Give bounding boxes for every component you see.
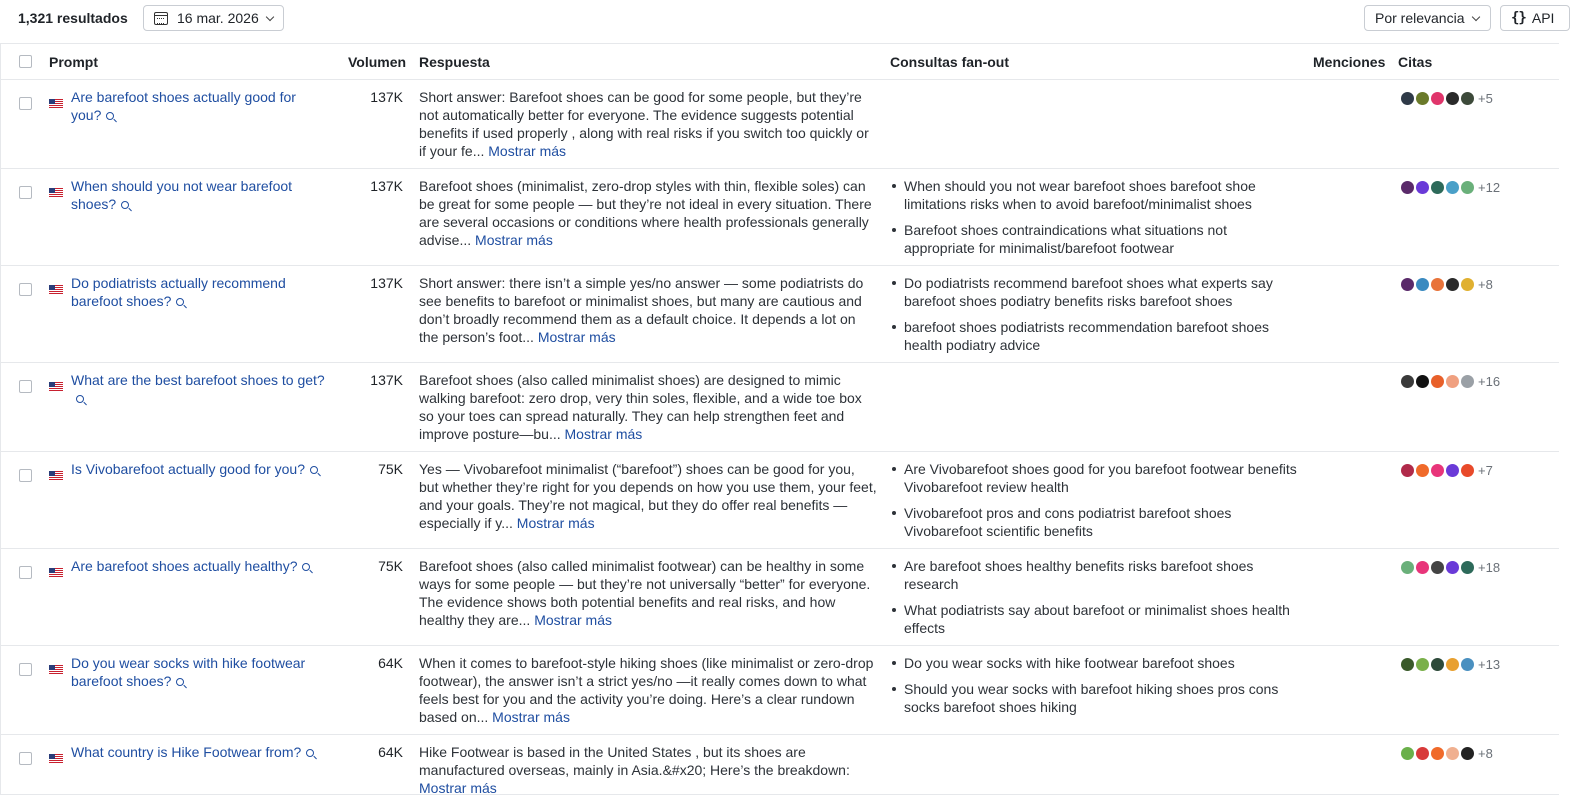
citation-source-icon[interactable] [1431, 747, 1444, 760]
citation-source-icon[interactable] [1461, 92, 1474, 105]
citations-list [1401, 373, 1500, 389]
table-body [1, 80, 1559, 795]
prompt-link[interactable] [71, 274, 329, 310]
response-preview [419, 460, 877, 532]
citation-source-icon[interactable] [1446, 375, 1459, 388]
citations-more-count[interactable]: +12 [1478, 179, 1501, 195]
response-preview [419, 557, 877, 629]
citations-list [1401, 462, 1493, 478]
citation-source-icon[interactable] [1461, 561, 1474, 574]
row-checkbox[interactable] [19, 469, 32, 482]
prompt-text: What are the best barefoot shoes to get? [71, 372, 325, 388]
us-flag-icon [49, 99, 63, 108]
response-text: Barefoot shoes (also called minimalist footwear) can be healthy in some ways for some people — but they’re not universally “better” for everyone. The evidence shows both potential benefits and real risks, and how healthy they are... [419, 558, 871, 628]
date-label: 16 mar. 2026 [177, 10, 259, 26]
citations-list [1401, 276, 1493, 292]
prompt-text: Are barefoot shoes actually healthy? [71, 558, 298, 574]
fanout-query: Do podiatrists recommend barefoot shoes what experts say barefoot shoes podiatry benefits risks barefoot shoes [890, 274, 1300, 310]
citation-source-icon[interactable] [1401, 658, 1414, 671]
citation-source-icon[interactable] [1446, 561, 1459, 574]
calendar-icon [154, 12, 168, 25]
us-flag-icon [49, 188, 63, 197]
column-header-mentions[interactable]: Menciones [1313, 54, 1386, 70]
row-checkbox[interactable] [19, 752, 32, 765]
citation-source-icon[interactable] [1446, 181, 1459, 194]
response-preview [419, 274, 877, 346]
citation-source-icon[interactable] [1446, 92, 1459, 105]
citation-source-icon[interactable] [1401, 92, 1414, 105]
response-text: Yes — Vivobarefoot minimalist (“barefoot”) shoes can be good for you, but whether they’re right for you depends on how you use them, your feet, and your goals. They’re not magical, but they do offer real benefits — especially if y... [419, 461, 877, 531]
toolbar [0, 0, 1559, 42]
row-checkbox[interactable] [19, 186, 32, 199]
prompt-text: Do you wear socks with hike footwear barefoot shoes? [71, 655, 306, 689]
response-text: Barefoot shoes (also called minimalist shoes) are designed to mimic walking barefoot: zero drop, very thin soles, flexible, and a wide toe box so your toes can spread naturally. They can help strengthen feet and improve posture—bu... [419, 372, 862, 442]
citation-source-icon[interactable] [1416, 747, 1429, 760]
citations-more-count[interactable]: +8 [1478, 745, 1493, 761]
citation-source-icon[interactable] [1401, 747, 1414, 760]
citation-source-icon[interactable] [1461, 278, 1474, 291]
citation-source-icon[interactable] [1416, 658, 1429, 671]
response-preview [419, 371, 877, 443]
us-flag-icon [49, 568, 63, 577]
table-row [1, 452, 1559, 549]
response-preview [419, 743, 877, 797]
us-flag-icon [49, 382, 63, 391]
citations-list [1401, 90, 1493, 106]
show-more-link[interactable]: Mostrar más [419, 780, 497, 796]
citation-source-icon[interactable] [1461, 375, 1474, 388]
citations-more-count[interactable]: +16 [1478, 373, 1501, 389]
citations-more-count[interactable]: +18 [1478, 559, 1501, 575]
citation-source-icon[interactable] [1446, 278, 1459, 291]
citations-more-count[interactable]: +7 [1478, 462, 1493, 478]
citation-source-icon[interactable] [1416, 464, 1429, 477]
prompt-link[interactable] [71, 177, 329, 213]
search-icon[interactable] [176, 298, 184, 306]
prompt-text: Are barefoot shoes actually good for you? [71, 89, 296, 123]
prompt-link[interactable] [71, 557, 329, 575]
volume-value: 64K [378, 655, 403, 671]
citation-source-icon[interactable] [1461, 181, 1474, 194]
table-row [1, 363, 1559, 452]
search-icon[interactable] [76, 395, 84, 403]
us-flag-icon [49, 285, 63, 294]
prompt-text: Do podiatrists actually recommend barefoot shoes? [71, 275, 286, 309]
citations-list [1401, 745, 1493, 761]
volume-value: 137K [370, 178, 403, 194]
prompt-link[interactable] [71, 460, 329, 478]
row-checkbox[interactable] [19, 380, 32, 393]
show-more-link[interactable]: Mostrar más [537, 329, 616, 345]
citation-source-icon[interactable] [1416, 278, 1429, 291]
show-more-link[interactable]: Mostrar más [516, 515, 595, 531]
sort-dropdown[interactable] [1364, 5, 1491, 31]
citation-source-icon[interactable] [1461, 464, 1474, 477]
fanout-query: What podiatrists say about barefoot or minimalist shoes health effects [890, 601, 1300, 637]
search-icon[interactable] [121, 201, 129, 209]
show-more-link[interactable]: Mostrar más [488, 143, 567, 159]
column-header-fanout: Consultas fan-out [890, 54, 1009, 70]
citation-source-icon[interactable] [1431, 375, 1444, 388]
citation-source-icon[interactable] [1431, 92, 1444, 105]
citation-source-icon[interactable] [1401, 181, 1414, 194]
row-checkbox[interactable] [19, 663, 32, 676]
response-text: When it comes to barefoot-style hiking shoes (like minimalist or zero-drop footwear), the answer isn’t a strict yes/no —it really comes down to what feels best for you and the activity you’re doing. Here’s a clear rundown based on... [419, 655, 874, 725]
search-icon[interactable] [306, 749, 314, 757]
search-icon[interactable] [176, 678, 184, 686]
citation-source-icon[interactable] [1416, 92, 1429, 105]
chevron-down-icon [265, 12, 273, 20]
column-header-response: Respuesta [419, 54, 490, 70]
prompt-link[interactable] [71, 88, 329, 124]
citation-source-icon[interactable] [1431, 181, 1444, 194]
citation-source-icon[interactable] [1461, 658, 1474, 671]
prompt-link[interactable] [71, 371, 329, 407]
table-row [1, 549, 1559, 646]
search-icon[interactable] [302, 563, 310, 571]
citation-source-icon[interactable] [1431, 658, 1444, 671]
braces-icon: {} [1511, 10, 1526, 26]
results-table [0, 43, 1559, 795]
citation-source-icon[interactable] [1431, 278, 1444, 291]
prompt-text: When should you not wear barefoot shoes? [71, 178, 293, 212]
show-more-link[interactable]: Mostrar más [475, 232, 553, 248]
prompt-text: What country is Hike Footwear from? [71, 744, 302, 760]
search-icon[interactable] [106, 112, 114, 120]
show-more-link[interactable]: Mostrar más [534, 612, 612, 628]
api-button[interactable] [1500, 5, 1570, 31]
table-header [1, 44, 1559, 80]
table-row [1, 735, 1559, 795]
column-header-citations[interactable]: Citas [1398, 54, 1433, 70]
table-row [1, 646, 1559, 735]
fanout-query: Vivobarefoot pros and cons podiatrist barefoot shoes Vivobarefoot scientific benefits [890, 504, 1300, 540]
column-header-volume[interactable]: Volumen [348, 54, 407, 70]
citations-list [1401, 559, 1500, 575]
response-text: Hike Footwear is based in the United States , but its shoes are manufactured overseas, mainly in Asia.&#x20; Here’s the breakdown: [419, 744, 850, 778]
results-count: 1,321 resultados [18, 10, 128, 26]
fanout-list [890, 557, 1300, 645]
citation-source-icon[interactable] [1446, 658, 1459, 671]
row-checkbox[interactable] [19, 97, 32, 110]
prompt-link[interactable] [71, 654, 329, 690]
search-icon[interactable] [310, 466, 318, 474]
fanout-query: When should you not wear barefoot shoes barefoot shoe limitations risks when to avoid barefoot/minimalist shoes [890, 177, 1300, 213]
response-preview [419, 654, 877, 726]
select-all-checkbox[interactable] [19, 55, 32, 68]
citations-list [1401, 656, 1500, 672]
fanout-list [890, 654, 1300, 724]
citation-source-icon[interactable] [1401, 278, 1414, 291]
citation-source-icon[interactable] [1461, 747, 1474, 760]
us-flag-icon [49, 754, 63, 763]
us-flag-icon [49, 665, 63, 674]
citation-source-icon[interactable] [1431, 561, 1444, 574]
response-text: Barefoot shoes (minimalist, zero-drop styles with thin, flexible soles) can be great for some people — but they’re not ideal in every situation. There are several occasions or conditions where health professionals generally advise... [419, 178, 872, 248]
citation-source-icon[interactable] [1401, 561, 1414, 574]
show-more-link[interactable]: Mostrar más [564, 426, 643, 442]
fanout-list [890, 274, 1300, 362]
volume-value: 137K [370, 89, 403, 105]
prompt-link[interactable] [71, 743, 329, 761]
chevron-down-icon [1471, 12, 1479, 20]
citation-source-icon[interactable] [1401, 375, 1414, 388]
volume-value: 64K [378, 744, 403, 760]
citations-more-count[interactable]: +13 [1478, 656, 1501, 672]
us-flag-icon [49, 471, 63, 480]
response-preview [419, 177, 877, 249]
response-text: Short answer: Barefoot shoes can be good for some people, but they’re not automatically better for everyone. The evidence suggests potential benefits if used properly , along with real risks if you switch too quickly or if your fe... [419, 89, 869, 159]
date-picker-button[interactable] [143, 5, 284, 31]
citations-more-count[interactable]: +5 [1478, 90, 1493, 106]
citation-source-icon[interactable] [1416, 375, 1429, 388]
fanout-query: Are barefoot shoes healthy benefits risks barefoot shoes research [890, 557, 1300, 593]
response-text: Short answer: there isn’t a simple yes/no answer — some podiatrists do see benefits to barefoot or minimalist shoes, but many are cautious and don’t broadly recommend them as a default choice. It depends a lot on the person’s foot... [419, 275, 864, 345]
show-more-link[interactable]: Mostrar más [492, 709, 570, 725]
fanout-query: Barefoot shoes contraindications what situations not appropriate for minimalist/barefoot footwear [890, 221, 1300, 257]
row-checkbox[interactable] [19, 283, 32, 296]
fanout-list [890, 177, 1300, 265]
volume-value: 75K [378, 558, 403, 574]
row-checkbox[interactable] [19, 566, 32, 579]
table-row [1, 266, 1559, 363]
citation-source-icon[interactable] [1416, 181, 1429, 194]
fanout-list [890, 460, 1300, 548]
citations-more-count[interactable]: +8 [1478, 276, 1493, 292]
table-row [1, 80, 1559, 169]
fanout-query: Should you wear socks with barefoot hiking shoes pros cons socks barefoot shoes hiking [890, 680, 1300, 716]
prompt-text: Is Vivobarefoot actually good for you? [71, 461, 306, 477]
response-preview [419, 88, 877, 160]
fanout-query: barefoot shoes podiatrists recommendation barefoot shoes health podiatry advice [890, 318, 1300, 354]
sort-label: Por relevancia [1375, 10, 1465, 26]
volume-value: 75K [378, 461, 403, 477]
fanout-query: Are Vivobarefoot shoes good for you barefoot footwear benefits Vivobarefoot review health [890, 460, 1300, 496]
citations-list [1401, 179, 1500, 195]
citation-source-icon[interactable] [1416, 561, 1429, 574]
citation-source-icon[interactable] [1431, 464, 1444, 477]
table-row [1, 169, 1559, 266]
volume-value: 137K [370, 275, 403, 291]
api-label: API [1531, 10, 1555, 26]
fanout-query: Do you wear socks with hike footwear barefoot shoes [890, 654, 1300, 672]
citation-source-icon[interactable] [1446, 747, 1459, 760]
volume-value: 137K [370, 372, 403, 388]
citation-source-icon[interactable] [1401, 464, 1414, 477]
citation-source-icon[interactable] [1446, 464, 1459, 477]
column-header-prompt[interactable]: Prompt [49, 54, 98, 70]
